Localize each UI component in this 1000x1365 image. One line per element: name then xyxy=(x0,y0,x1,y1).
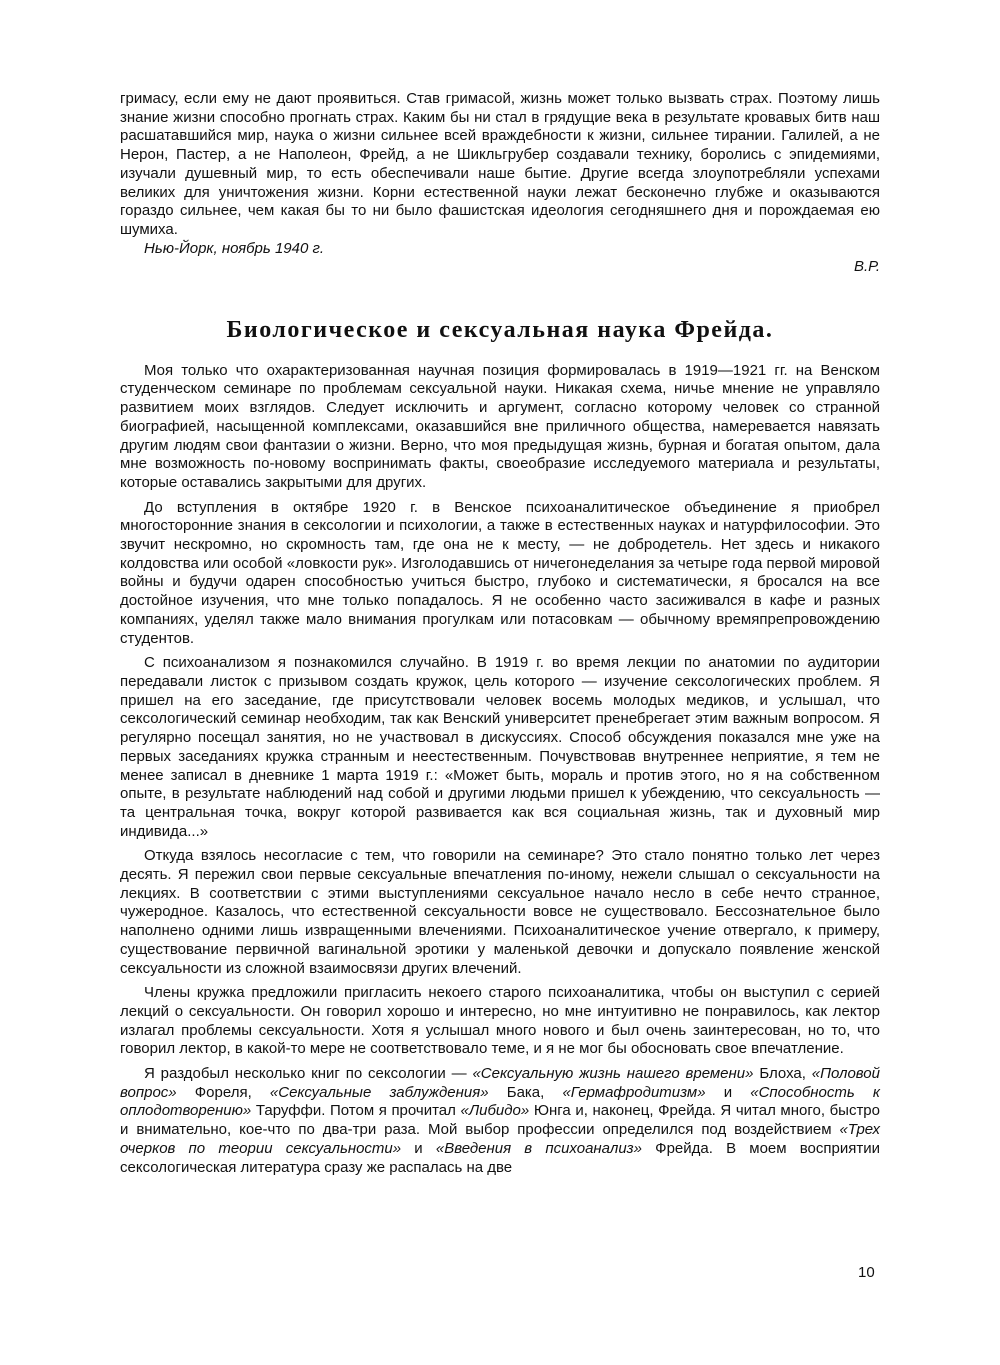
intro-paragraph: гримасу, если ему не дают проявиться. Став гримасой, жизнь может только вызвать страх. Поэтому лишь знание жизни способно прогнать страх. Каким бы ни стал в грядущие века в результате кровавых битв наш расшатавшийся мир, наука о жизни сильнее всей враждебности к жизни, сильнее тирании. Галилей, а не Нерон, Пастер, а не Наполеон, Фрейд, а не Шикльгрубер создавали технику, боролись с эпидемиями, изучали душевный мир, то есть обеспечивали наше бытие. Другие всегда злоупотребляли успехами великих для уничтожения жизни. Корни естественной науки лежат бесконечно глубже и оказываются гораздо сильнее, чем какая бы то ни было фашистская идеология сегодняшнего дня и порождаемая ею шумиха. xyxy=(120,90,880,238)
book-title: «Сексуальную жизнь нашего времени» xyxy=(472,1065,754,1083)
book-title: «Половой вопрос» xyxy=(120,1065,880,1101)
text-run: и xyxy=(705,1083,751,1101)
text-run: Таруффи. Потом я прочитал xyxy=(251,1102,461,1120)
book-title: «Введения в психоанализ» xyxy=(435,1139,642,1157)
book-title: «Гермафродитизм» xyxy=(562,1083,706,1101)
body-paragraph: Откуда взялось несогласие с тем, что говорили на семинаре? Это стало понятно только лет через десять. Я пережил свои первые сексуальные впечатления по-иному, нежели слышал о сексуальности на лекциях. В соответствии с этими выступлениями сексуальное начало несло в себе нечто странное, чужеродное. Казалось, что естественной сексуальности вовсе не существовало. Бессознательное было наполнено одними лишь извращенными влечениями. Психоаналитическое учение отвергало, к примеру, существование первичной вагинальной эротики у маленькой девочки и допускало появление женской сексуальности из сложной взаимосвязи других влечений. xyxy=(120,847,880,977)
book-title: «Способность к оплодотворению» xyxy=(120,1083,880,1120)
text-run: Я раздобыл несколько книг по сексологии — xyxy=(144,1065,473,1083)
text-run: Юнга и, наконец, Фрейда. Я читал много, быстро и внимательно, кое-что по два-три раза. Мой выбор профессии определился под воздействием xyxy=(120,1102,880,1139)
book-title: «Сексуальные заблуждения» xyxy=(269,1083,489,1101)
body-paragraph-book-list xyxy=(120,1065,880,1177)
page-number: 10 xyxy=(858,1264,875,1281)
body-paragraph: До вступления в октябре 1920 г. в Венское психоаналитическое объединение я приобрел многосторонние знания в сексологии и психологии, а также в естественных науках и натурфилософии. Это звучит нескромно, но скромность там, где она не к месту, — не добродетель. Нет здесь и никакого колдовства или особой «ловкости рук». Изголодавшись от ничегонеделания за четыре года первой мировой войны и будучи одарен способностью учиться быстро, глубоко и систематически, я бросался на все достойное изучения, что мне только попадалось. Я не особенно часто засиживался в кафе и разных компаниях, уделял также мало внимания прогулкам или потасовкам — обычному времяпрепровождению студентов. xyxy=(120,498,880,647)
book-title: «Трех очерков по теории сексуальности» xyxy=(120,1121,880,1157)
dateline: Нью-Йорк, ноябрь 1940 г. xyxy=(144,239,325,257)
text-run: и xyxy=(401,1139,436,1157)
signature: В.Р. xyxy=(853,258,880,276)
body-paragraph: Члены кружка предложили пригласить некоего старого психоаналитика, чтобы он выступил с серией лекций о сексуальности. Он говорил хорошо и интересно, но мне интуитивно не понравилось, как лектор излагал проблемы сексуальности. Хотя я услышал много нового и был очень заинтересован, но то, что говорил лектор, в какой-то мере не соответствовало теме, и я не мог бы обосновать свое впечатление. xyxy=(120,984,880,1058)
book-title: «Либидо» xyxy=(460,1102,530,1120)
section-title: Биологическое и сексуальная наука Фрейда. xyxy=(226,317,774,344)
body-paragraph: С психоанализом я познакомился случайно. В 1919 г. во время лекции по анатомии по аудитории передавали листок с призывом создать кружок, цель которого — изучение сексологических проблем. Я пришел на его заседание, где присутствовали человек восемь молодых медиков, и услышал, что сексологический семинар необходим, так как Венский университет пренебрегает этим важным вопросом. Я регулярно посещал занятия, но не участвовал в дискуссиях. Способ обсуждения показался мне уже на первых заседаниях кружка странным и неестественным. Почувствовав внутреннее неприятие, я тем не менее записал в дневнике 1 марта 1919 г.: «Может быть, мораль и против этого, но я на собственном опыте, в результате наблюдений над собой и другими людьми пришел к убеждению, что сексуальность — та центральная точка, вокруг которой развивается как вся социальная жизнь, так и духовный мир индивида...» xyxy=(120,654,880,840)
text-run: Фрейда. В моем восприятии сексологическая литература сразу же распалась на две xyxy=(120,1139,880,1176)
text-run: Блоха, xyxy=(753,1065,812,1083)
text-run: Бака, xyxy=(488,1083,563,1101)
page-content xyxy=(120,90,880,1177)
text-run: Фореля, xyxy=(176,1083,270,1101)
body-paragraph: Моя только что охарактеризованная научная позиция формировалась в 1919—1921 гг. на Венском студенческом семинаре по проблемам сексуальной науки. Никакая схема, ничье мнение не управляло развитием моих взглядов. Следует исключить и аргумент, согласно которому человек со странной биографией, насыщенной комплексами, оказавшийся вне приличного общества, намеревается навязать другим людям свои фантазии о жизни. Верно, что моя предыдущая жизнь, бурная и богатая опытом, дала мне возможность по-новому воспринимать факты, своеобразие исследуемого материала и результаты, которые оставались закрытыми для других. xyxy=(120,361,880,491)
